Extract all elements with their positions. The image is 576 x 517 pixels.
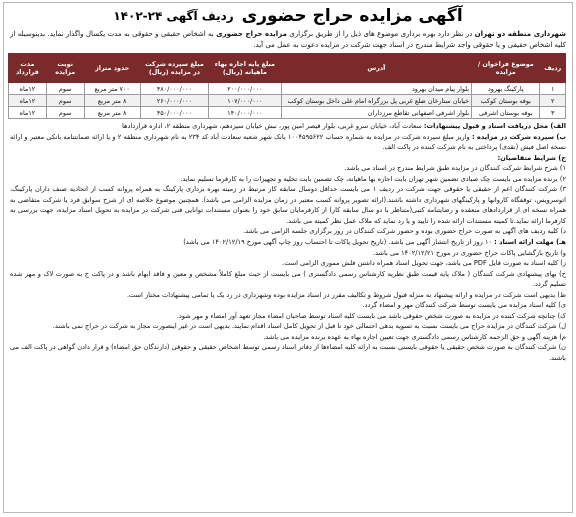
table-cell: ۳ (540, 107, 566, 119)
clause: ۳) شرکت کنندگان اعم از حقیقی یا حقوقی جهت شرکت در ردیف ۱ می بایست حداقل دوسال سابقه کار مرتبط در زمینه بهره برداری پارکینگ به همراه پروانه کسب از اتحادیه صنف داران پارکینگ، اتوسرویس، توقفگاه کاروانها و پارکینگهای شهرداری داشته باشند.(ارائه تصویر پروانه کسب معتبر در زمان مزایده الزامی می باشد). همچنین موضوع حلاصه ای از شرح سوابق فرد یا شرکت متقاضی به همراه نسخه ای از قراردادهای منعقده و رضایتنامه کتبی(متناظر با دو سال سابقه کار) از کارفرمایان سابق خود را بعنوان مستندات توانایی فنی شرکت در مزایده به تحویل اسناد مزایده، جهت بررسی به کارفرما ارائه نماید.تا کمیته مستندات ارائه شده را تایید و یا رد نماید که ملاک عمل نظر کمیته می باشد. (10, 185, 567, 225)
intro-paragraph (4, 29, 572, 50)
table-cell: ۱۲ماه (9, 107, 47, 119)
clause: ۱) شرح شرایط شرکت کنندگان در مزایده طبق شرایط مندرج در اسناد می باشد. (344, 164, 566, 173)
table-cell: ۱۲ماه (9, 83, 47, 95)
table-cell: ۴۵۰/۰۰۰/۰۰۰ (140, 107, 208, 119)
table-cell: سوم (46, 95, 84, 107)
table-cell: ۱۴۰/۰۰۰/۰۰۰ (209, 107, 281, 119)
column-header: حدود متراژ (84, 54, 140, 83)
clause: هـ) مهلت ارائه اسناد : ۱۰ روز از تاریخ انتشار آگهی می باشد. (تاریخ تحویل پاکات تا احتساب روز چاپ آگهی مورخ ۱۴۰۲/۱۲/۱۹ می باشد) (183, 238, 566, 247)
table-cell: بوفه بوستان اشرفی (472, 107, 540, 119)
intro-text-2: به اشخاص حقیقی و حقوقی به مدت یکسال واگذار نماید. بدینوسیله از کلیه اشخاص حقیقی و یا حقوقی واجد شرایط مندرج در اسناد جهت شرکت در مزایده دعوت به عمل می آید. (10, 30, 566, 49)
clause: م) هزینه آگهی و حق الزحمه کارشناس رسمی دادگستری جهت تعیین اجاره بهاء به عهده برنده مزایده می باشد. (263, 332, 566, 341)
table-cell: بلوار پیام میدان بهرود (281, 83, 471, 95)
table-cell: پارکینگ بهرود (472, 83, 540, 95)
auction-table (8, 53, 566, 119)
column-header: موضوع فراخوان / مزایده (472, 54, 540, 83)
table-cell: سوم (46, 107, 84, 119)
intro-text-1: در نظر دارد بهره برداری موضوع های ذیل را از طریق برگزاری (286, 30, 475, 38)
clause: الف) محل دریافت اسناد و قبول پیشنهادات: سعادت آباد، خیابان سرو غربی، بلوار قیصر امین پور، نبش خیابان سیزدهم، شهرداری منطقه ۲، اداره قراردادها (122, 122, 566, 130)
column-header: نوبت مزایده (46, 54, 84, 83)
table-cell: ۱ (540, 83, 566, 95)
column-header: مبلغ پایه اجاره بهاء ماهیانه (ریال) (209, 54, 281, 83)
advertisement-page (3, 2, 573, 513)
table-cell: ۸ متر مربع (84, 107, 140, 119)
table-cell: ۲ (540, 95, 566, 107)
table-cell: ۷۰۰ متر مربع (84, 83, 140, 95)
table-cell: خیابان ستارخان ضلع غربی پل بزرگراه امام علی داخل بوستان کوکب (281, 95, 471, 107)
clause: و) تاریخ بازگشایی پاکات حراج حضوری در مورخ ۱۴۰۲/۱۲/۲۱ می باشد. (372, 248, 566, 257)
column-header: آدرس (281, 54, 471, 83)
intro-bold: شهرداری منطقه دو تهران (474, 30, 566, 38)
clause: ی) کلیه اسناد مزایده می بایست توسط شرکت کنندگان مهر و امضاء گردد. (362, 301, 566, 310)
clause: ن) شرکت کنندگان به صورت شخص حقیقی یا حقوقی بایستی نسبت به ارائه کلیه امضاءها از دفاتر اسناد رسمی توسط اشخاص حقیقی و حقوقی (دارندگان حق امضاء) و قرار دادن گواهی در پاکت الف می باشند. (10, 343, 566, 363)
column-header: ردیف (540, 54, 566, 83)
table-cell: ۲۶۰/۰۰۰/۰۰۰ (140, 95, 208, 107)
clause: ۲) برنده مزایده می بایست چک صیادی تضمین شهر تهران بابت اجاره بها ماهیانه، چک تضمین بابت تخلیه و تجهیزات را به کارفرما تسلیم نماید. (180, 174, 566, 183)
table-cell: بلوار اشرفی اصفهانی تقاطع مرزداران (281, 107, 471, 119)
page-title: آگهی مزایده حراج حضوری (241, 6, 463, 26)
clause: ل) شرکت کنندگان در مزایده حراج می بایست نسبت به تسویه بدهی احتمالی خود تا قبل از تحویل کامل اسناد اقدام نمایند. بدیهی است در غیر اینصورت مجاز به شرکت در حراج نمی باشند. (52, 322, 566, 331)
table-row (9, 83, 566, 95)
clause: د) کلیه ردیف های آگهی به صورت حراج حضوری بوده و حضور شرکت کنندگان در روز برگزاری جلسه الزامی می باشد. (243, 227, 566, 236)
clause: ک) چنانچه شرکت کننده در مزایده به صورت شخص حقوقی باشد می بایست کلیه اسناد توسط صاحبان امضاء مجاز تعهد آور امضاء و مهر شود. (176, 311, 566, 320)
table-row (9, 95, 566, 107)
table-header-row (9, 54, 566, 83)
clause: ح) بهای پیشنهادی شرکت کنندگان ( ملاک پایه قیمت طبق نظریه کارشناس رسمی دادگستری ) می بایست از حیث مبلغ کاملاً مشخص و معین و فاقد ابهام باشد و در پاکت ج به صورت لاک و مهر شده تسلیم گردد. (10, 269, 566, 289)
table-cell: ۲۰۰/۰۰۰/۰۰۰ (209, 83, 281, 95)
clause: ز) کلیه اسناد به صورت فایل PDF می باشد، جهت تحویل اسناد همراه داشتن فلش مموری الزامی است. (282, 259, 566, 268)
column-header: مدت قرارداد (9, 54, 47, 83)
table-cell: بوفه بوستان کوکب (472, 95, 540, 107)
column-header: مبلغ سپرده شرکت در مزایده (ریال) (140, 54, 208, 83)
table-row (9, 107, 566, 119)
header (4, 5, 572, 27)
table-cell: ۴۸۰/۰۰۰/۰۰۰ (140, 83, 208, 95)
clause: ج) شرایط متقاضیان: (497, 153, 566, 162)
conditions-text (4, 119, 572, 364)
table-cell: سوم (46, 83, 84, 95)
clause: ب) سپرده شرکت در مزایده : واریز مبلغ سپرده شرکت در مزایده به شماره حساب ۱۰۰۴۵۹۵۶۲۲ بانک شهر شعبه سعادت آباد کد ۲۳۴ به نام شهرداری منطقه ۲ و یا ارائه ضمانتنامه بانکی معتبر و ارائه نسخه اصل فیش (نقدی) پرداختی به نام شرکت کننده در پاکت الف. (10, 132, 567, 152)
table-cell: ۱۲ماه (9, 95, 47, 107)
clause: ط) بدیهی است شرکت در مزایده و ارائه پیشنهاد به منزله قبول شروط و تکالیف مقرر در اسناد مزایده بوده وشهرداری در رد یک یا تمامی پیشنهادات مختار است. (126, 290, 566, 299)
table-cell: ۱۰۷/۰۰۰/۰۰۰ (209, 95, 281, 107)
intro-bold-2: مزایده حراج حضوری (216, 30, 287, 38)
ad-row-number: ردیف آگهی ۲۴-۱۴۰۲ (113, 9, 234, 23)
table-cell: ۸ متر مربع (84, 95, 140, 107)
